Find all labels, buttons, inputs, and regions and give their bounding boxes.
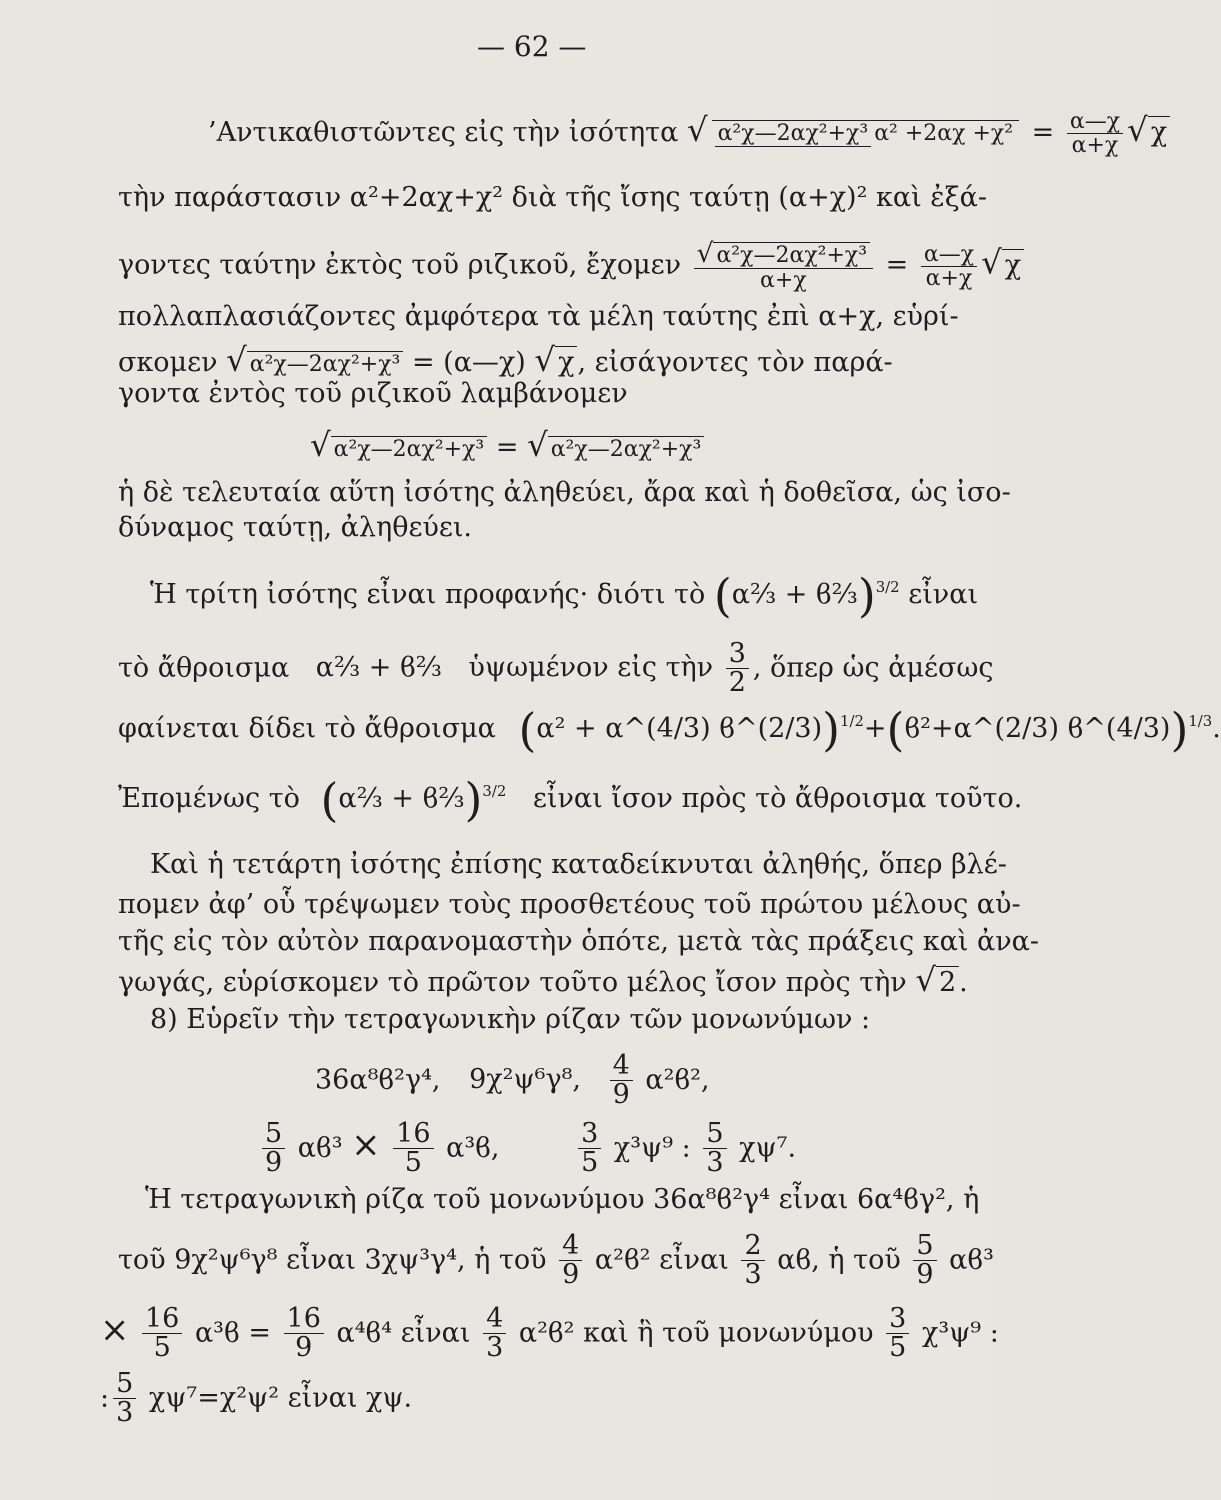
text-line-22d: αϐ³ (949, 1244, 994, 1276)
fraction-5-9 (262, 1120, 285, 1178)
monomial-5b: χψ⁷. (739, 1132, 797, 1164)
text-line-11b: ὑψωμένον εἰς τὴν (468, 652, 714, 684)
fraction-2-3 (741, 1232, 764, 1290)
lhs-denominator: α+χ (760, 268, 807, 294)
fraction-4-3 (483, 1305, 506, 1363)
exponent2-line-12: 1/3 (1188, 712, 1213, 730)
fraction-numerator: 16 (393, 1120, 433, 1149)
exponent1-line-12: 1/2 (840, 712, 864, 730)
fraction-denominator: 9 (562, 1259, 580, 1291)
rhs-fraction (1067, 110, 1123, 157)
lhs-fraction: $\frac{\text{√ α²χ—2αχ²+χ³}}{\alpha+\chi}$ (694, 240, 873, 292)
monomial-2: 9χ²ψ⁶γ⁸, (469, 1064, 582, 1096)
root-line-5: χ (555, 346, 577, 378)
line-20 (258, 1120, 796, 1178)
text-line-5c: , εἰσάγοντες τὸν παρά- (577, 347, 893, 378)
fraction-three-halves (726, 640, 749, 698)
plus-sign: + (863, 713, 887, 744)
times-sign: × (351, 1124, 381, 1166)
rhs-fraction-2 (921, 243, 977, 290)
fraction-denominator: 9 (265, 1147, 283, 1179)
exponent-line-10: 3/2 (875, 578, 900, 596)
fraction-numerator: 5 (703, 1120, 726, 1149)
line-18: 8) Εὑρεῖν τὴν τετραγωνικὴν ρίζαν τῶν μονωνύμων : (150, 1004, 871, 1035)
text-line-12: φαίνεται δίδει τὸ ἄθροισμα (118, 713, 496, 744)
monomial-3: α²ϐ², (645, 1064, 710, 1096)
fraction-numerator: 3 (726, 640, 749, 669)
fraction-16-9 (284, 1305, 324, 1363)
radicand-denominator: α² +2αχ +χ² (874, 121, 1014, 147)
radical-sign: √ (686, 111, 708, 150)
text-line-13b: εἶναι ἴσον πρὸς τὸ ἄθροισμα τοῦτο. (532, 783, 1023, 814)
text-line-11a: τὸ ἄθροισμα (118, 652, 290, 684)
fraction-denominator: 5 (581, 1147, 599, 1179)
fraction-denominator: 5 (153, 1332, 171, 1364)
line-4: πολλαπλασιάζοντες ἀμφότερα τὰ μέλη ταύτης ἐπὶ α+χ, εὑρί- (118, 301, 959, 332)
line-1: ’Αντικαθιστῶντες εἰς τὴν ἰσότητα √ α²χ—2αχ²+χ³ α² +2αχ +χ² = $\frac{\alpha—\chi}{\alpha+\chi}$ √ χ (208, 110, 1170, 157)
expr-line-11: α⅔ + ϐ⅔ (315, 652, 442, 684)
text-line-10-end: εἶναι (908, 579, 979, 610)
radicand-7b: α²χ—2αχ²+χ³ (548, 436, 705, 462)
rhs-numerator: α—χ (1067, 110, 1123, 134)
lhs-radicand: α²χ—2αχ²+χ³ (713, 242, 870, 268)
fraction-numerator: 3 (886, 1305, 909, 1334)
fraction-numerator: 4 (610, 1052, 633, 1081)
text-line-5a: σκομεν (118, 347, 218, 378)
fraction-numerator: 5 (913, 1232, 936, 1261)
text-line-11c: , ὅπερ ὡς ἀμέσως (752, 652, 994, 684)
line-10: Ἡ τρίτη ἰσότης εἶναι προφανής· διότι τὸ (α⅔ + ϐ⅔)$^{3/2}$ εἶναι (150, 568, 979, 623)
monomial-4b: α³ϐ, (446, 1132, 500, 1164)
fraction-numerator: 16 (284, 1305, 324, 1334)
line-17: γωγάς, εὑρίσκομεν τὸ πρῶτον τοῦτο μέλος ἴσον πρὸς τὴν √ 2 . (118, 961, 968, 999)
line-14: Καὶ ἡ τετάρτη ἰσότης ἐπίσης καταδείκνυται ἀληθής, ὅπερ βλέ- (150, 849, 1007, 880)
rhs-root-2: χ (1002, 249, 1024, 281)
radicand-numerator: α²χ—2αχ²+χ³ (715, 121, 872, 147)
colon: : (100, 1382, 110, 1414)
fraction-denominator: 5 (889, 1332, 907, 1364)
text-line-23a: α³ϐ = (194, 1317, 271, 1349)
line-5: σκομεν √ α²χ—2αχ²+χ³ = (α—χ) √ χ , εἰσάγοντες τὸν παρά- (118, 341, 893, 379)
expr1-line-12: α² + α^(4/3) ϐ^(2/3) (536, 713, 823, 744)
line-11 (118, 640, 994, 698)
radicand-line-5: α²χ—2αχ²+χ³ (247, 351, 404, 377)
line-23 (100, 1305, 999, 1363)
fraction-16-5b (142, 1305, 182, 1363)
fraction-4-9b (559, 1232, 582, 1290)
times-sign-2: × (100, 1309, 130, 1351)
root-line-17: 2 (936, 966, 959, 998)
fraction-denominator: 3 (744, 1259, 762, 1291)
monomial-4a: αϐ³ (297, 1132, 343, 1164)
line-19 (315, 1052, 710, 1110)
text-line-13a: Ἐπομένως τὸ (118, 783, 300, 814)
expr-line-10: α⅔ + ϐ⅔ (731, 579, 858, 610)
radicand-7a: α²χ—2αχ²+χ³ (331, 436, 488, 462)
text-line-24: χψ⁷=χ²ψ² εἶναι χψ. (148, 1382, 413, 1414)
line-8: ἡ δὲ τελευταία αὕτη ἰσότης ἀληθεύει, ἄρα καὶ ἡ δοθεῖσα, ὡς ἰσο- (118, 477, 1011, 508)
fraction-denominator: 3 (116, 1397, 134, 1429)
text-substituting-equality: ’Αντικαθιστῶντες εἰς τὴν ἰσότητα (208, 117, 679, 149)
rhs-numerator-2: α—χ (921, 243, 977, 267)
fraction-denominator: 2 (728, 667, 746, 699)
line-15: πομεν ἀφ’ οὗ τρέψωμεν τοὺς προσθετέους τοῦ πρώτου μέλους αὐ- (118, 889, 1021, 920)
fraction-3-5 (578, 1120, 601, 1178)
fraction-5-3b (113, 1370, 136, 1428)
line-22 (118, 1232, 994, 1290)
page-number: — 62 — (477, 30, 587, 63)
line-9: δύναμος ταύτῃ, ἀληθεύει. (118, 512, 473, 543)
text-line-22b: α²ϐ² εἶναι (594, 1244, 729, 1276)
fraction-5-3 (703, 1120, 726, 1178)
line-7: √ α²χ—2αχ²+χ³ = √ α²χ—2αχ²+χ³ (310, 428, 704, 465)
fraction-numerator: 4 (559, 1232, 582, 1261)
fraction-numerator: 3 (578, 1120, 601, 1149)
fraction-5-9b (913, 1232, 936, 1290)
line-3: γοντες ταύτην ἐκτὸς τοῦ ριζικοῦ, ἔχομεν $\frac{\text{√ α²χ—2αχ²+χ³}}{\alpha+\chi}$ = $\frac{\alpha—\chi}{\alpha+\chi}$ √ χ (118, 240, 1024, 292)
line-16: τῆς εἰς τὸν αὐτὸν παρανομαστὴν ὁπότε, μετὰ τὰς πράξεις καὶ ἀνα- (118, 926, 1039, 957)
line-24 (100, 1370, 412, 1428)
text-line-5b: = (α—χ) (411, 347, 526, 378)
text-line-23d: χ³ψ⁹ : (921, 1317, 999, 1349)
line-21: Ἡ τετραγωνικὴ ρίζα τοῦ μονωνύμου 36α⁸ϐ²γ⁴ εἶναι 6α⁴ϐγ², ἡ (145, 1184, 980, 1215)
line-6: γοντα ἐντὸς τοῦ ριζικοῦ λαμβάνομεν (118, 378, 628, 409)
line-12: φαίνεται δίδει τὸ ἄθροισμα (α² + α^(4/3) ϐ^(2/3))$^{1/2}$+(ϐ²+α^(2/3) ϐ^(4/3))$^{1/3}$. (118, 702, 1221, 757)
fraction-denominator: 3 (486, 1332, 504, 1364)
monomial-1: 36α⁸ϐ²γ⁴, (315, 1064, 441, 1096)
expr2-line-12: ϐ²+α^(2/3) ϐ^(4/3) (904, 713, 1171, 744)
fraction-denominator: 3 (706, 1147, 724, 1179)
text-line-10: Ἡ τρίτη ἰσότης εἶναι προφανής· διότι τὸ (150, 579, 706, 610)
fraction-denominator: 9 (916, 1259, 934, 1291)
fraction-numerator: 16 (142, 1305, 182, 1334)
fraction-16-5 (393, 1120, 433, 1178)
rhs-denominator: α+χ (1071, 133, 1119, 159)
text-line-17: γωγάς, εὑρίσκομεν τὸ πρῶτον τοῦτο μέλος ἴσον πρὸς τὴν (118, 967, 907, 998)
radicand-fraction (712, 120, 1019, 146)
rhs-root: χ (1148, 116, 1170, 148)
text-line-22c: αϐ, ἡ τοῦ (777, 1244, 901, 1276)
expr-line-13: α⅔ + ϐ⅔ (338, 783, 465, 814)
monomial-5a: χ³ψ⁹ : (613, 1132, 691, 1164)
line-2: τὴν παράστασιν α²+2αχ+χ² διὰ τῆς ἴσης ταύτῃ (α+χ)² καὶ ἐξά- (118, 182, 987, 213)
fraction-numerator: 5 (113, 1370, 136, 1399)
fraction-numerator: 2 (741, 1232, 764, 1261)
fraction-denominator: 9 (295, 1332, 313, 1364)
text-line-23b: α⁴ϐ⁴ εἶναι (336, 1317, 471, 1349)
fraction-numerator: 4 (483, 1305, 506, 1334)
text-line-22a: τοῦ 9χ²ψ⁶γ⁸ εἶναι 3χψ³γ⁴, ἡ τοῦ (118, 1244, 547, 1276)
line-13: Ἐπομένως τὸ (α⅔ + ϐ⅔)$^{3/2}$ εἶναι ἴσον πρὸς τὸ ἄθροισμα τοῦτο. (118, 772, 1023, 827)
exponent-line-13: 3/2 (482, 782, 507, 800)
fraction-3-5b (886, 1305, 909, 1363)
rhs-denominator-2: α+χ (925, 265, 973, 291)
fraction-numerator: 5 (262, 1120, 285, 1149)
text-line-23c: α²ϐ² καὶ ἣ τοῦ μονωνύμου (518, 1317, 874, 1349)
equals-sign: = (495, 432, 519, 463)
text-line-3: γοντες ταύτην ἐκτὸς τοῦ ριζικοῦ, ἔχομεν (118, 249, 682, 281)
fraction-denominator: 5 (404, 1147, 422, 1179)
fraction-4-9 (610, 1052, 633, 1110)
fraction-denominator: 9 (612, 1079, 630, 1111)
